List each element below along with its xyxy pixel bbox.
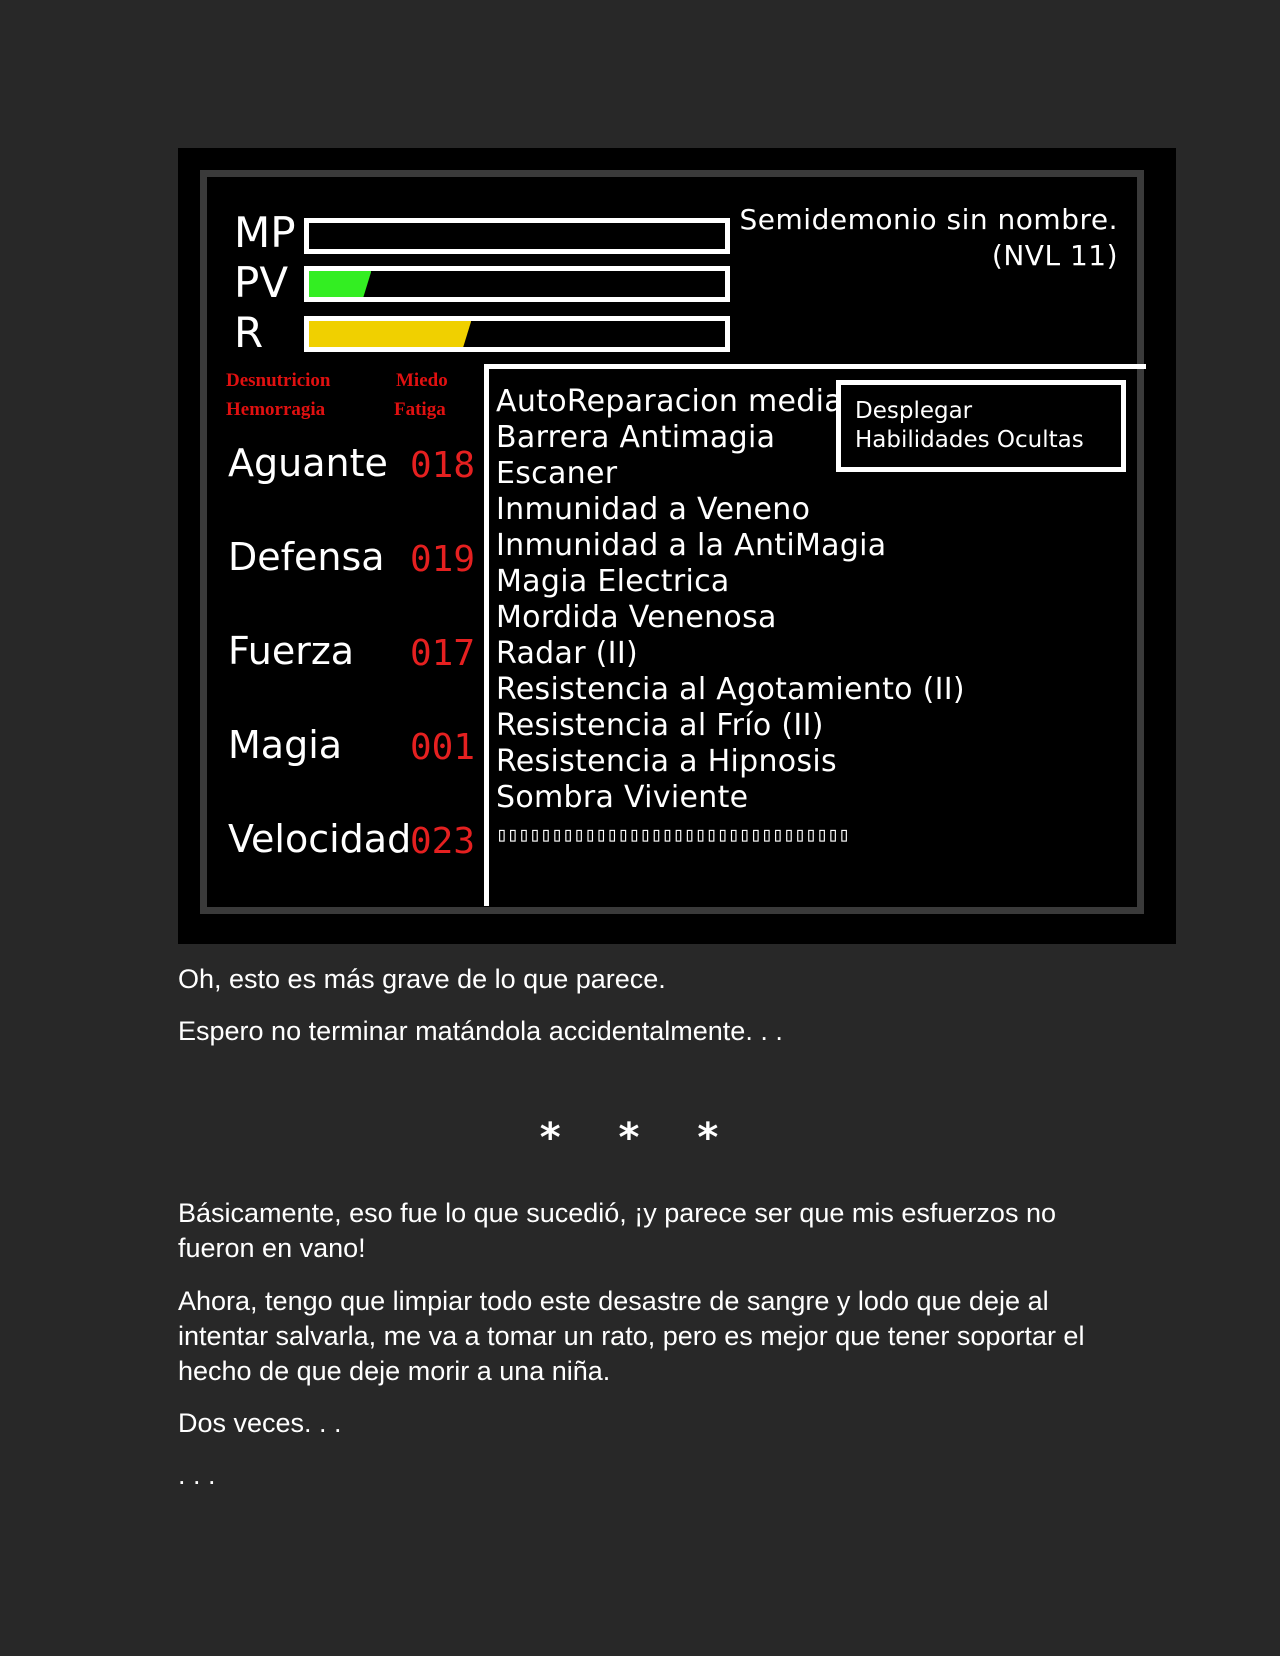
stat-value-defensa: 019	[410, 539, 476, 580]
skill-item: Barrera Antimagia	[496, 420, 776, 455]
condition-fatiga: Fatiga	[394, 399, 446, 420]
stat-label-magia: Magia	[228, 723, 343, 767]
stat-label-velocidad: Velocidad	[228, 817, 412, 861]
skill-item: Inmunidad a Veneno	[496, 492, 811, 527]
character-level: (NVL 11)	[991, 239, 1118, 272]
pv-label: PV	[234, 258, 289, 307]
skill-item: AutoReparacion media	[496, 384, 843, 419]
skill-item: Resistencia al Frío (II)	[496, 708, 824, 743]
r-bar	[304, 316, 730, 352]
skill-item: Magia Electrica	[496, 564, 730, 599]
stat-label-defensa: Defensa	[228, 535, 385, 579]
skill-item: Sombra Viviente	[496, 780, 749, 815]
condition-desnutricion: Desnutricion	[226, 370, 331, 391]
pv-bar-fill	[309, 271, 371, 297]
skill-item: Inmunidad a la AntiMagia	[496, 528, 887, 563]
skill-item-garbled: ▯▯▯▯▯▯▯▯▯▯▯▯▯▯▯▯▯▯▯▯▯▯▯▯▯▯▯▯▯▯▯▯	[496, 822, 850, 846]
skill-item: Mordida Venenosa	[496, 600, 777, 635]
character-name: Semidemonio sin nombre.	[739, 203, 1118, 236]
mp-label: MP	[234, 208, 296, 257]
stat-label-fuerza: Fuerza	[228, 629, 355, 673]
r-bar-fill	[309, 321, 471, 347]
paragraph-2: Espero no terminar matándola accidentalmente. . .	[178, 1016, 783, 1046]
stat-value-aguante: 018	[410, 445, 476, 486]
mp-bar	[304, 218, 730, 254]
skill-item: Escaner	[496, 456, 618, 491]
skill-item: Radar (II)	[496, 636, 638, 671]
paragraph-5: Dos veces. . .	[178, 1408, 342, 1438]
character-name-block	[718, 202, 1118, 274]
skill-item: Resistencia a Hipnosis	[496, 744, 837, 779]
scene-separator: * * *	[539, 1115, 741, 1161]
stat-value-velocidad: 023	[410, 821, 476, 862]
vertical-divider	[484, 366, 489, 906]
stat-label-aguante: Aguante	[228, 441, 388, 485]
paragraph-3: Básicamente, eso fue lo que sucedió, ¡y parece ser que mis esfuerzos no fueron en vano!	[178, 1198, 1056, 1263]
horizontal-divider	[484, 364, 1146, 369]
stat-value-fuerza: 017	[410, 633, 476, 674]
pv-bar	[304, 266, 730, 302]
skill-item: Resistencia al Agotamiento (II)	[496, 672, 965, 707]
paragraph-6: . . .	[178, 1460, 216, 1490]
condition-miedo: Miedo	[396, 370, 448, 391]
status-window-image	[178, 148, 1176, 944]
paragraph-1: Oh, esto es más grave de lo que parece.	[178, 964, 666, 994]
stat-value-magia: 001	[410, 727, 476, 768]
condition-hemorragia: Hemorragia	[226, 399, 326, 420]
show-hidden-skills-button[interactable]: Desplegar Habilidades Ocultas	[836, 380, 1126, 472]
r-label: R	[234, 308, 264, 357]
paragraph-4: Ahora, tengo que limpiar todo este desastre de sangre y lodo que deje al intentar salvarla, me va a tomar un rato, pero es mejor que tener soportar el hecho de que deje morir a una niña.	[178, 1286, 1085, 1386]
